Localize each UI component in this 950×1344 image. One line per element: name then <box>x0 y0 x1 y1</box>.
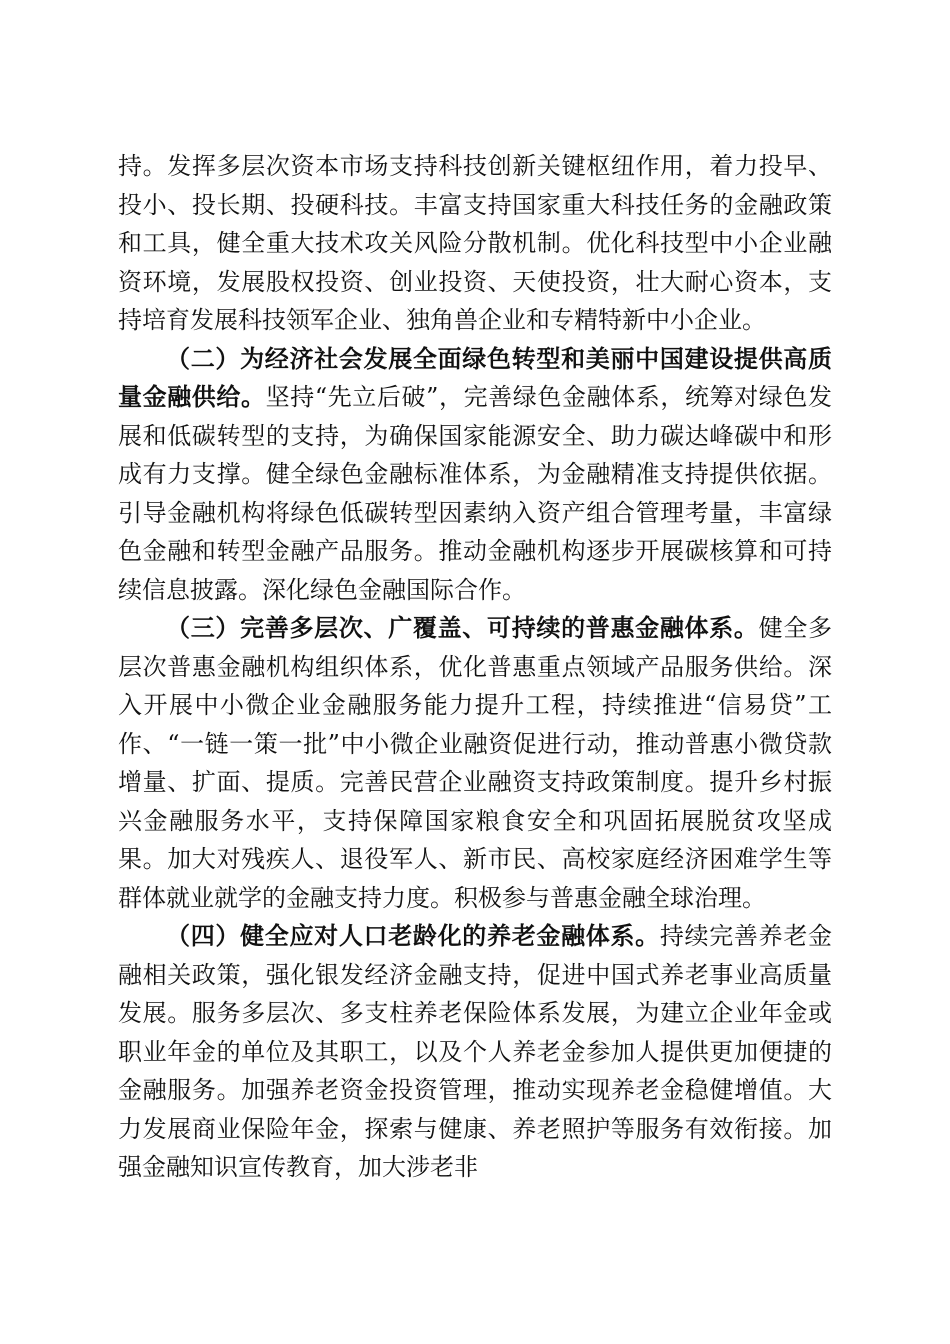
paragraph-green-finance <box>118 340 832 610</box>
paragraph-body: 持。发挥多层次资本市场支持科技创新关键枢纽作用，着力投早、投小、投长期、投硬科技。丰富支持国家重大科技任务的金融政策和工具，健全重大技术攻关风险分散机制。优化科技型中小企业融资环境，发展股权投资、创业投资、天使投资，壮大耐心资本，支持培育发展科技领军企业、独角兽企业和专精特新中小企业。 <box>118 152 832 334</box>
paragraph-body: 健全多层次普惠金融机构组织体系，优化普惠重点领域产品服务供给。深入开展中小微企业金融服务能力提升工程，持续推进“信易贷”工作、“一链一策一批”中小微企业融资促进行动，推动普惠小微贷款增量、扩面、提质。完善民营企业融资支持政策制度。提升乡村振兴金融服务水平，支持保障国家粮食安全和巩固拓展脱贫攻坚成果。加大对残疾人、退役军人、新市民、高校家庭经济困难学生等群体就业就学的金融支持力度。积极参与普惠金融全球治理。 <box>118 614 833 912</box>
paragraph-pension-finance <box>118 917 832 1187</box>
paragraph-inclusive-finance <box>118 609 832 917</box>
paragraph-body: 坚持“先立后破”，完善绿色金融体系，统筹对绿色发展和低碳转型的支持，为确保国家能源安全、助力碳达峰碳中和形成有力支撑。健全绿色金融标准体系，为金融精准支持提供依据。引导金融机构将绿色低碳转型因素纳入资产组合管理考量，丰富绿色金融和转型金融产品服务。推动金融机构逐步开展碳核算和可持续信息披露。深化绿色金融国际合作。 <box>118 383 833 604</box>
section-heading: （四）健全应对人口老龄化的养老金融体系。 <box>166 921 660 950</box>
section-heading: （三）完善多层次、广覆盖、可持续的普惠金融体系。 <box>166 613 759 642</box>
document-page <box>118 147 832 1187</box>
section-heading: （二）为经济社会发展全面绿色转型和美丽中国建设提供高质量金融供给。 <box>118 343 832 411</box>
paragraph-continuation <box>118 147 832 340</box>
paragraph-body: 持续完善养老金融相关政策，强化银发经济金融支持，促进中国式养老事业高质量发展。服务多层次、多支柱养老保险体系发展，为建立企业年金或职业年金的单位及其职工，以及个人养老金参加人提供更加便捷的金融服务。加强养老资金投资管理，推动实现养老金稳健增值。大力发展商业保险年金，探索与健康、养老照护等服务有效衔接。加强金融知识宣传教育，加大涉老非 <box>118 922 833 1181</box>
